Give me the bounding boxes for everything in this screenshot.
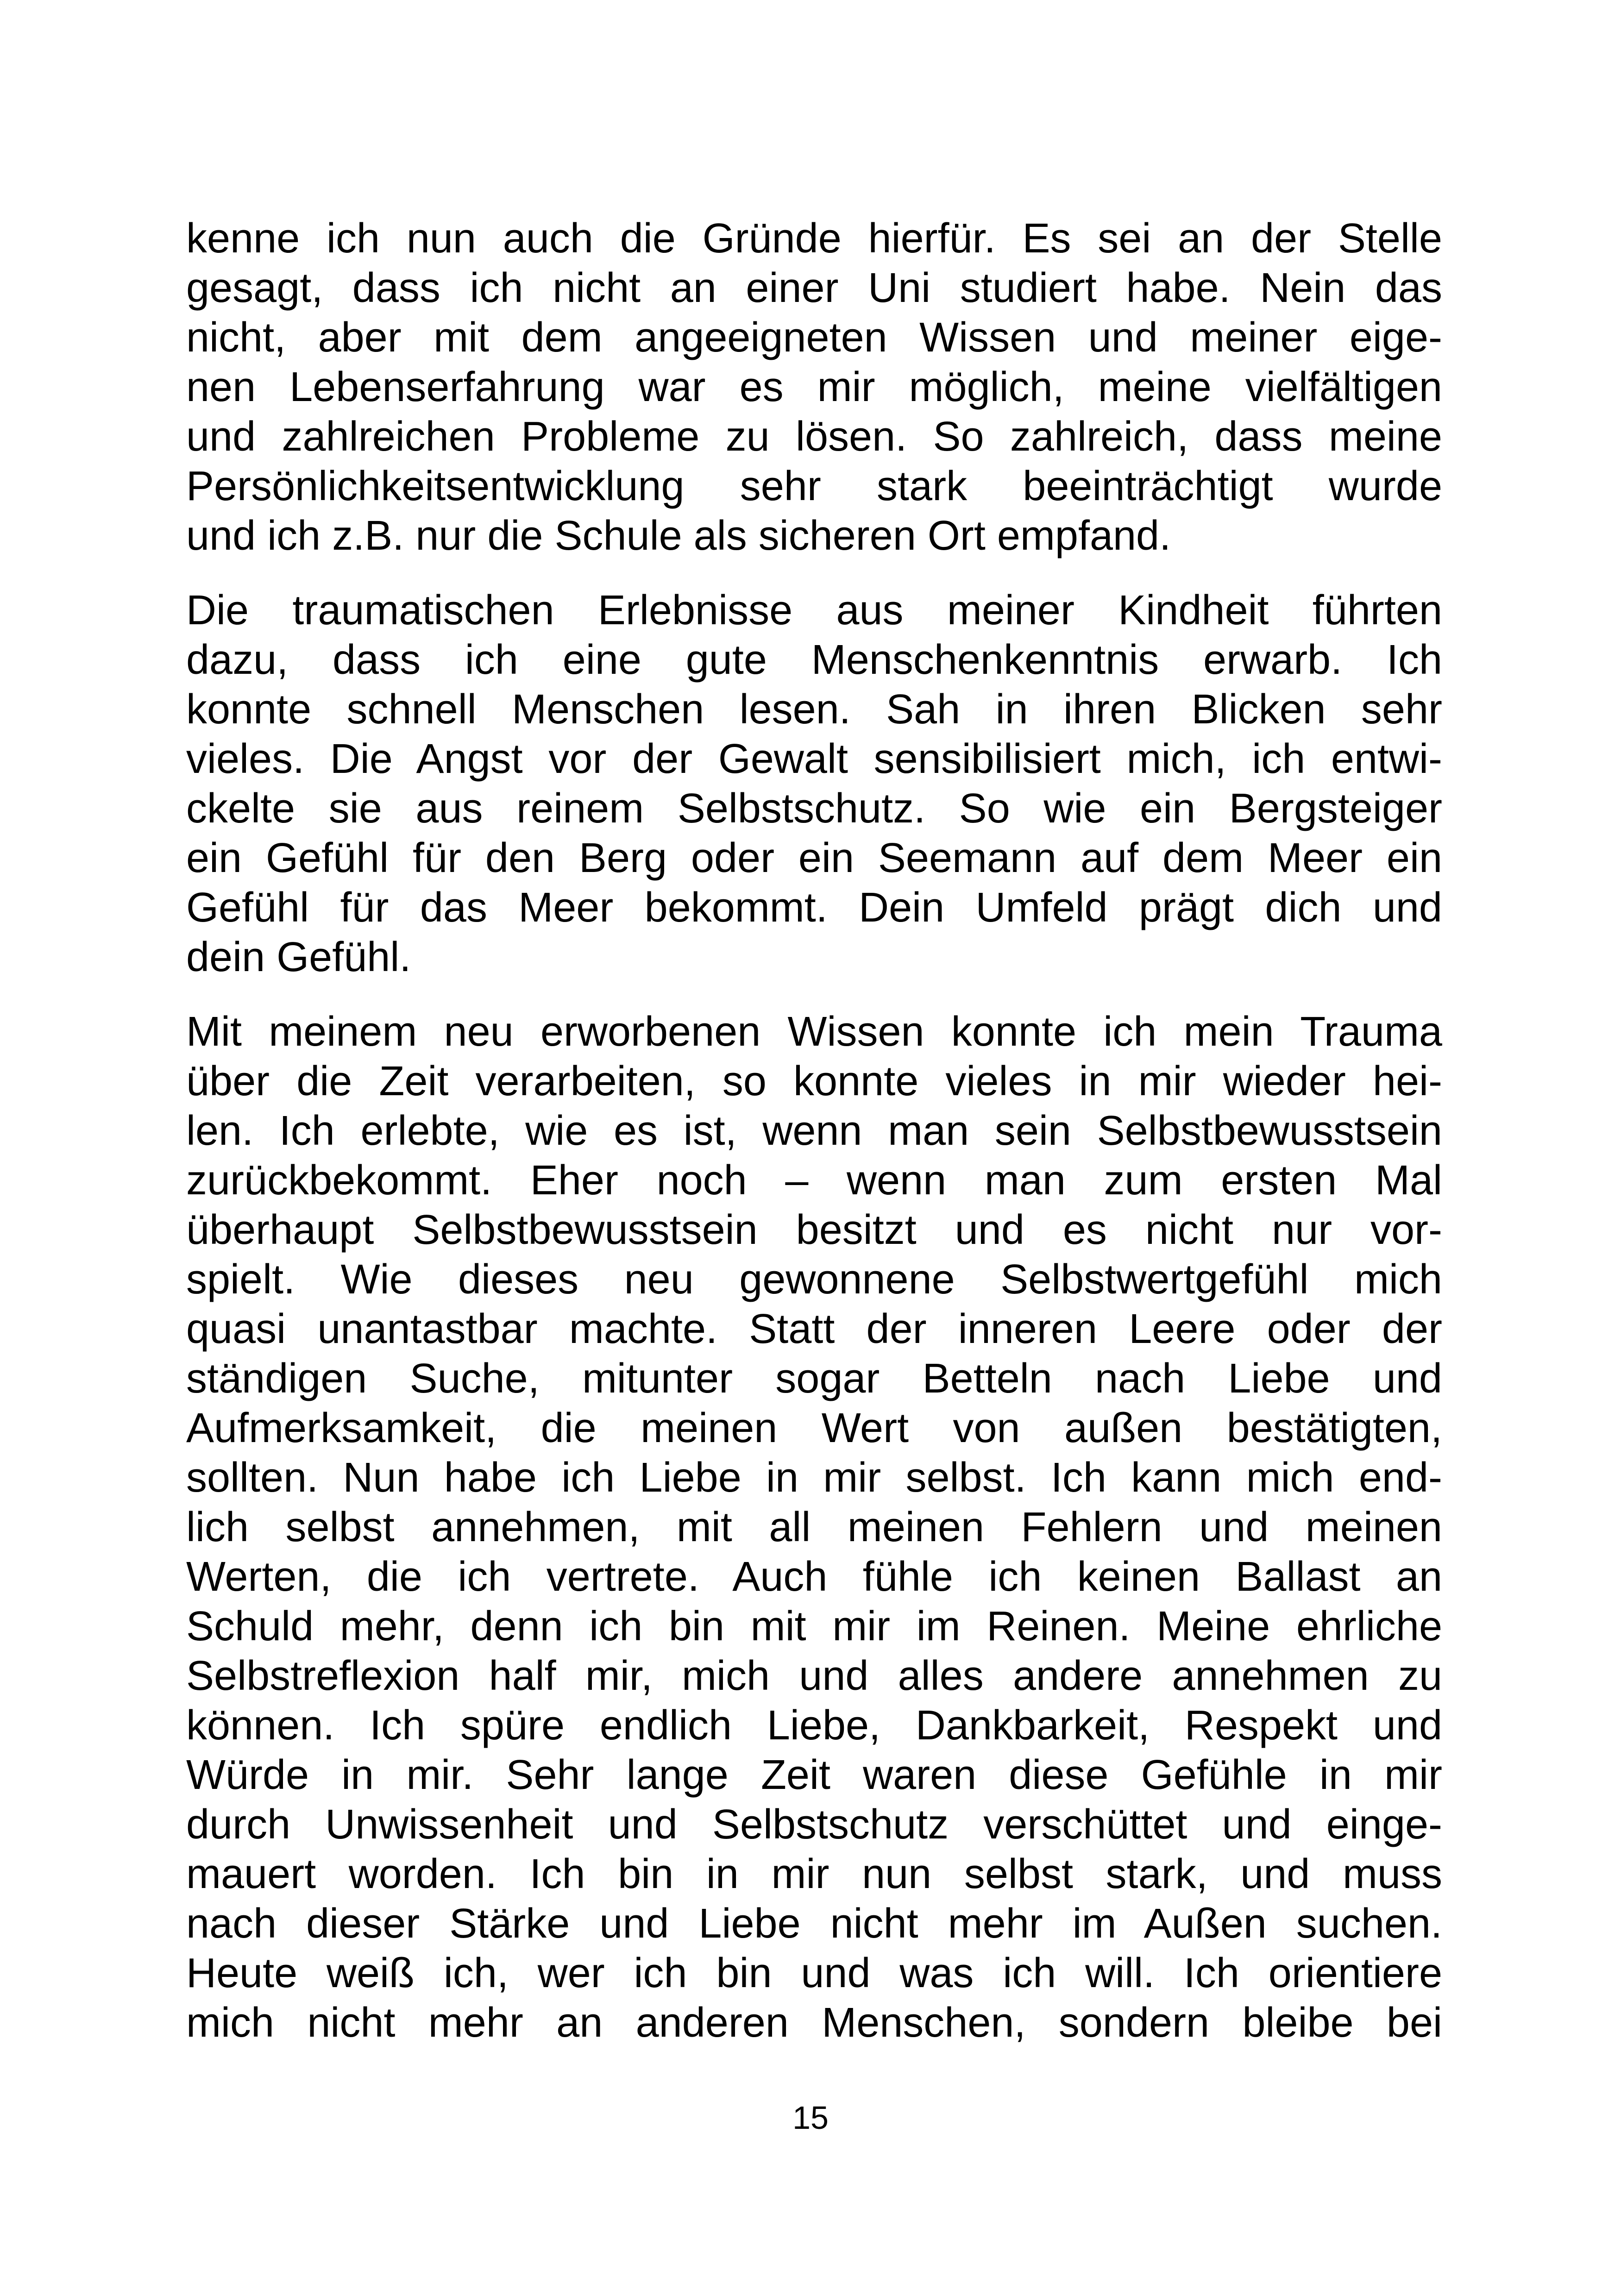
text-line: über die Zeit verarbeiten, so konnte vieles in mir wieder hei- bbox=[186, 1058, 1442, 1104]
text-line: lich selbst annehmen, mit all meinen Fehlern und meinen bbox=[186, 1504, 1442, 1550]
page-number: 15 bbox=[792, 2100, 829, 2136]
text-line: Aufmerksamkeit, die meinen Wert von außen bestätigten, bbox=[186, 1405, 1442, 1451]
text-line: ckelte sie aus reinem Selbstschutz. So wie ein Bergsteiger bbox=[186, 785, 1442, 832]
text-line: Persönlichkeitsentwicklung sehr stark beeinträchtigt wurde bbox=[186, 463, 1442, 509]
text-line: sollten. Nun habe ich Liebe in mir selbst. Ich kann mich end- bbox=[186, 1455, 1442, 1501]
text-line: überhaupt Selbstbewusstsein besitzt und es nicht nur vor- bbox=[186, 1207, 1442, 1253]
text-line: nach dieser Stärke und Liebe nicht mehr im Außen suchen. bbox=[186, 1901, 1442, 1947]
text-line: Selbstreflexion half mir, mich und alles andere annehmen zu bbox=[186, 1653, 1442, 1699]
text-line: quasi unantastbar machte. Statt der inneren Leere oder der bbox=[186, 1306, 1442, 1352]
text-line: vieles. Die Angst vor der Gewalt sensibilisiert mich, ich entwi- bbox=[186, 736, 1442, 782]
text-line: nen Lebenserfahrung war es mir möglich, meine vielfältigen bbox=[186, 364, 1442, 410]
text-line: ein Gefühl für den Berg oder ein Seemann auf dem Meer ein bbox=[186, 835, 1442, 881]
paragraph-1 bbox=[186, 214, 1442, 561]
paragraph-3 bbox=[186, 1007, 1442, 2048]
text-line: Schuld mehr, denn ich bin mit mir im Reinen. Meine ehrliche bbox=[186, 1603, 1442, 1650]
text-line: spielt. Wie dieses neu gewonnene Selbstwertgefühl mich bbox=[186, 1256, 1442, 1303]
text-line: Mit meinem neu erworbenen Wissen konnte ich mein Trauma bbox=[186, 1009, 1442, 1055]
text-line: dazu, dass ich eine gute Menschenkenntnis erwarb. Ich bbox=[186, 637, 1442, 683]
text-line: und ich z.B. nur die Schule als sicheren Ort empfand. bbox=[186, 513, 1171, 559]
text-line: dein Gefühl. bbox=[186, 934, 411, 980]
text-line: kenne ich nun auch die Gründe hierfür. Es sei an der Stelle bbox=[186, 215, 1442, 262]
text-line: Die traumatischen Erlebnisse aus meiner Kindheit führten bbox=[186, 587, 1442, 634]
text-line: zurückbekommt. Eher noch – wenn man zum ersten Mal bbox=[186, 1157, 1442, 1204]
text-line: mauert worden. Ich bin in mir nun selbst stark, und muss bbox=[186, 1851, 1442, 1897]
text-line: len. Ich erlebte, wie es ist, wenn man sein Selbstbewusstsein bbox=[186, 1108, 1442, 1154]
text-line: nicht, aber mit dem angeeigneten Wissen und meiner eige- bbox=[186, 314, 1442, 361]
paragraph-2 bbox=[186, 586, 1442, 982]
text-line: durch Unwissenheit und Selbstschutz verschüttet und einge- bbox=[186, 1801, 1442, 1848]
text-line: können. Ich spüre endlich Liebe, Dankbarkeit, Respekt und bbox=[186, 1702, 1442, 1749]
text-line: Würde in mir. Sehr lange Zeit waren diese Gefühle in mir bbox=[186, 1752, 1442, 1798]
text-line: und zahlreichen Probleme zu lösen. So zahlreich, dass meine bbox=[186, 414, 1442, 460]
text-line: Werten, die ich vertrete. Auch fühle ich keinen Ballast an bbox=[186, 1554, 1442, 1600]
text-line: gesagt, dass ich nicht an einer Uni studiert habe. Nein das bbox=[186, 265, 1442, 311]
text-line: ständigen Suche, mitunter sogar Betteln nach Liebe und bbox=[186, 1355, 1442, 1402]
text-line: Gefühl für das Meer bekommt. Dein Umfeld prägt dich und bbox=[186, 885, 1442, 931]
text-line: konnte schnell Menschen lesen. Sah in ihren Blicken sehr bbox=[186, 686, 1442, 733]
text-line: Heute weiß ich, wer ich bin und was ich will. Ich orientiere bbox=[186, 1950, 1442, 1996]
text-line: mich nicht mehr an anderen Menschen, sondern bleibe bei bbox=[186, 2000, 1442, 2046]
